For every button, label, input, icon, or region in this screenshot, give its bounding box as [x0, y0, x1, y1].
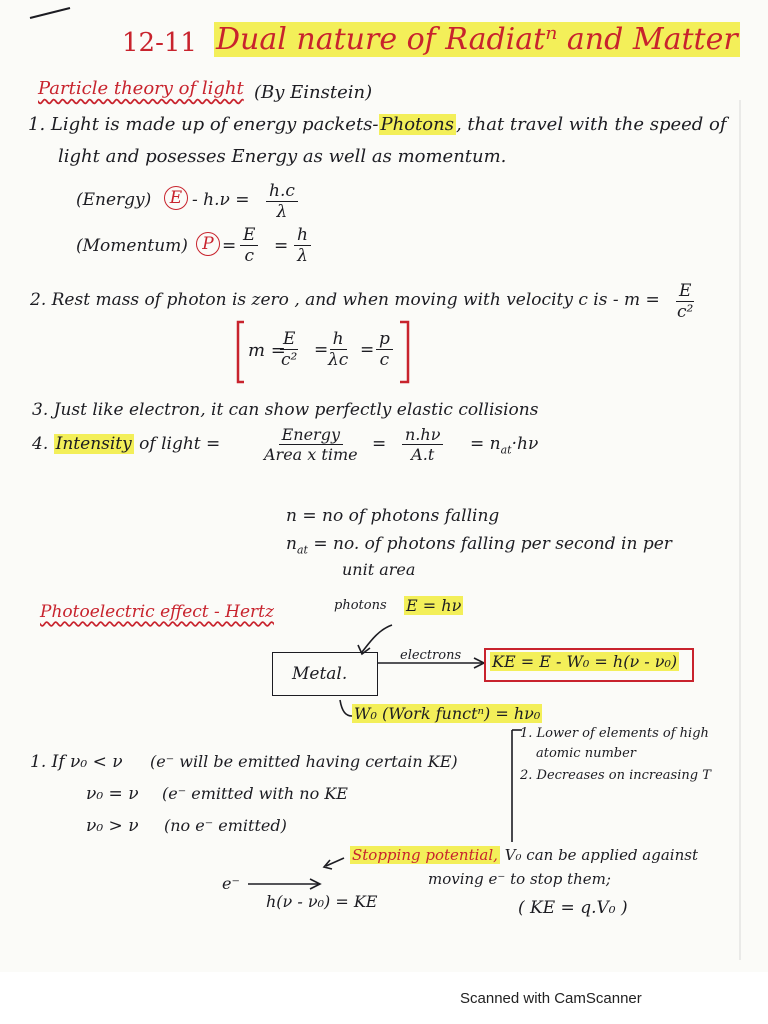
- mass-fraction-3: $\frac{p}{c}$: [376, 330, 393, 369]
- stopping-equation: ( KE = q.V₀ ): [518, 898, 628, 918]
- kinetic-energy-eq: h(ν - ν₀) = KE: [266, 892, 378, 911]
- camscanner-watermark: Scanned with CamScanner: [460, 990, 642, 1007]
- stopping-potential: Stopping potential, V₀ can be applied against: [352, 846, 698, 864]
- photons-label: photons: [334, 598, 387, 613]
- condition-2-result: (e⁻ emitted with no KE: [162, 784, 348, 803]
- point-1-line-1: 1. Light is made up of energy packets- Photons , that travel with the speed of: [28, 114, 727, 135]
- energy-symbol: E: [164, 186, 188, 210]
- energy-label: (Energy): [76, 190, 152, 210]
- momentum-symbol: P: [196, 232, 220, 256]
- point-3: 3. Just like electron, it can show perfectly elastic collisions: [32, 400, 539, 420]
- mass-eq-2: =: [360, 340, 375, 360]
- mass-fraction-1: $\frac{E}{\text{c²}}$: [281, 329, 298, 370]
- nat-definition-cont: unit area: [342, 560, 416, 579]
- mass-label: m =: [248, 340, 286, 361]
- condition-3: ν₀ > ν: [86, 816, 139, 836]
- photon-energy: E = hν: [406, 596, 462, 615]
- section-heading-photoelectric: Photoelectric effect - Hertz: [40, 602, 274, 622]
- ke-equation: KE = E - W₀ = h(ν - ν₀): [492, 652, 678, 671]
- energy-eq: - h.ν =: [192, 190, 250, 210]
- condition-1: 1. If ν₀ < ν: [30, 752, 123, 772]
- point-4: 4. Intensity of light =: [32, 434, 221, 454]
- condition-2: ν₀ = ν: [86, 784, 139, 804]
- condition-1-result: (e⁻ will be emitted having certain KE): [150, 752, 458, 771]
- point-2-fraction: $\frac{E}{\text{c²}}$: [677, 281, 694, 322]
- note-2: 2. Decreases on increasing T: [520, 768, 711, 783]
- page-ref: 12-11: [122, 28, 197, 58]
- intensity-fraction-1: Energy Area x time: [264, 425, 358, 464]
- mass-eq-1: =: [314, 340, 329, 360]
- momentum-eq: =: [222, 236, 237, 256]
- mass-fraction-2: $\frac{h}{\lambda c}$: [328, 329, 349, 370]
- intensity-eq-1: =: [372, 434, 387, 454]
- section-heading-particle: Particle theory of light: [38, 78, 244, 99]
- page-title: Dual nature of Radiatⁿ and Matter: [216, 22, 738, 57]
- momentum-label: (Momentum): [76, 236, 188, 256]
- condition-3-result: (no e⁻ emitted): [164, 816, 287, 835]
- momentum-eq-2: =: [274, 236, 289, 256]
- nat-definition: $n_{at}$ = no. of photons falling per second in per: [286, 534, 672, 557]
- electron-symbol: e⁻: [222, 874, 240, 893]
- point-1-line-2: light and posesses Energy as well as momentum.: [58, 146, 507, 167]
- momentum-fraction-1: $\frac{E}{c}$: [240, 226, 258, 265]
- note-1b: atomic number: [536, 746, 637, 761]
- electrons-label: electrons: [400, 648, 462, 663]
- metal-label: Metal.: [292, 664, 348, 684]
- momentum-fraction-2: $\frac{h}{\lambda}$: [294, 226, 311, 265]
- note-1: 1. Lower of elements of high: [520, 726, 709, 741]
- einstein-note: (By Einstein): [254, 82, 373, 103]
- work-function: W₀ (Work functⁿ) = hν₀: [354, 704, 541, 723]
- intensity-fraction-2: $\frac{n.h\nu}{A.t}$: [402, 426, 443, 463]
- intensity-result: = $n_{at}\cdot h\nu$: [470, 434, 539, 457]
- stopping-potential-cont: moving e⁻ to stop them;: [428, 870, 611, 888]
- n-definition: n = no of photons falling: [286, 506, 500, 526]
- point-2: 2. Rest mass of photon is zero , and when moving with velocity c is - m =: [30, 290, 660, 310]
- energy-fraction: $\frac{h.c}{\lambda}$: [266, 182, 298, 221]
